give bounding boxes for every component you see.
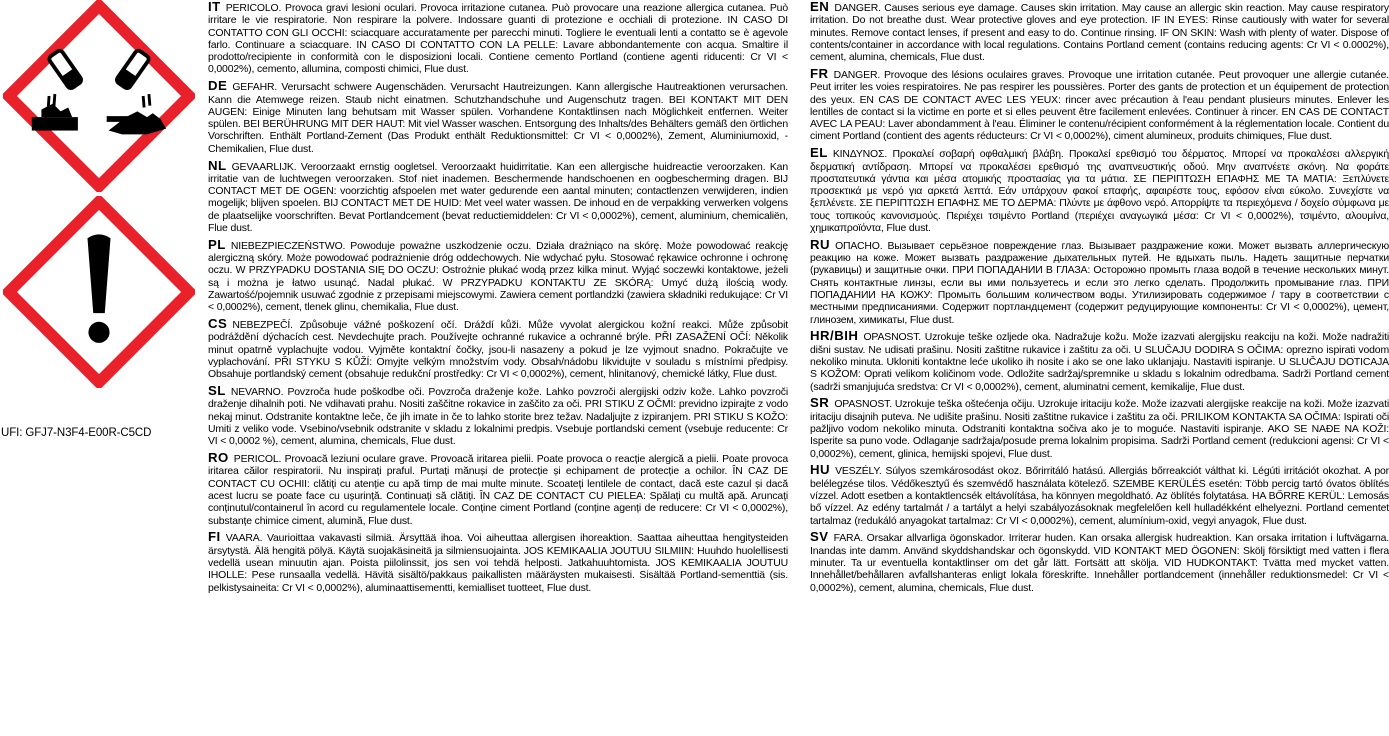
statement-block-fr bbox=[810, 65, 1389, 144]
ufi-code: UFI: GFJ7-N3F4-E00R-C5CD bbox=[1, 427, 152, 439]
language-code: FR bbox=[810, 65, 829, 81]
statement-text: NEVARNO. Povzroča hude poškodbe oči. Povzroča draženje kože. Lahko povzroči alergijski odziv kože. Lahko povzroči draženje dihalnih poti. Ne vdihavati prahu. Nositi zaščitne rokavice in zaščito za oči. PRI STIKU Z OČMI: previdno izpirajte z vodo nekaj minut. Odstranite kontaktne leče, če jih imate in če to lahko storite brez težav. Nadaljujte z izpiranjem. PRI STIKU S KOŽO: Umiti z veliko vode. Vsebino/vsebnik odstranite v skladu z lokalnimi predpis. Vsebuje portlandski cement (vsebuje reducente: Cr VI < 0,0002 %), cement, alumina, chemicals, Flue dust. bbox=[208, 387, 788, 448]
text-column-right bbox=[810, 1, 1389, 598]
statement-text: DANGER. Provoque des lésions oculaires graves. Provoque une irritation cutanée. Peut provoquer une allergie cutanée. Peut irriter les voies respiratoires. Ne pas respirer les poussières. Porter des gants de protection et un équipement de protection des yeux. EN CAS DE CONTACT AVEC LES YEUX: rincer avec précaution à l'eau pendant plusieurs minutes. Enlever les lentilles de contact si la victime en porte et si elles peuvent être facilement enlevées. Continuer à rincer. EN CAS DE CONTACT AVEC LA PEAU: Laver abondamment à l'eau. Éliminer le contenu/récipient conformément à la réglementation locale. Contient du ciment Portland (contient des agents réducteurs: Cr VI < 0,0002%), ciment alumineux, produits chimiques, Flue dust. bbox=[810, 69, 1389, 143]
language-code: EL bbox=[810, 145, 828, 161]
statement-block-sv bbox=[810, 531, 1389, 594]
statement-block-el bbox=[810, 147, 1389, 235]
statement-block-ru bbox=[810, 236, 1389, 327]
statement-text: FARA. Orsakar allvarliga ögonskador. Irriterar huden. Kan orsaka allergisk hudreaktion. Kan orsaka irritation i luftvägarna. Inandas inte damm. Använd skyddshandskar och ögonskydd. VID KONTAKT MED ÖGONEN: Skölj försiktigt med vatten i flera minuter. Ta ur eventuella kontaktlinser om det går lätt. Fortsätt att skölja. VID HUDKONTAKT: Tvätta med mycket vatten. Innehållet/behållaren avfallshanteras enligt lokala föreskrifte. Innehåller portlandcement (innehåller reduktionsmedel: Cr VI < 0,0002%), cement, alumina, chemicals, Flue dust. bbox=[810, 533, 1389, 594]
statement-block-hu bbox=[810, 464, 1389, 527]
statement-text: VAARA. Vaurioittaa vakavasti silmiä. Ärsyttää ihoa. Voi aiheuttaa allergisen ihoreaktion. Saattaa aiheuttaa hengitysteiden ärsytystä. Älä hengitä pölyä. Käytä suojakäsineitä ja silmiensuojainta. JOS KEMIKAALIA JOUTUU SILMIIN: Huuhdo huolellisesti vedellä usean minuutin ajan. Poista piilolinssit, jos sen voi tehdä helposti. Jatkahuuhtomista. JOS KEMIKAALIA JOUTUU IHOLLE: Pese runsaalla vedellä. Hävitä sisältö/pakkaus paikallisten määräysten mukaisesti. Sisältää Portland-sementtiä (sis. pelkistysaineita: Cr VI < 0,0002%), aluminaattisementti, kemialliset tuotteet, Flue dust. bbox=[208, 533, 788, 594]
statement-block-sl bbox=[208, 385, 788, 448]
language-code: DE bbox=[208, 78, 228, 94]
statement-block-nl bbox=[208, 157, 788, 236]
language-code: HU bbox=[810, 462, 831, 478]
language-code: PL bbox=[208, 236, 226, 252]
language-code: SL bbox=[208, 383, 226, 399]
statement-block-it bbox=[208, 1, 788, 77]
statement-block-hr-bih bbox=[810, 330, 1389, 393]
statement-text: OPASNOST. Uzrokuje teška oštećenja očiju. Uzrokuje iritaciju kože. Može izazvati alergijske reakcije na koži. Može izazvati iritaciju disajnih puteva. Ne udišite prašinu. Nositi zaštitne rukavice i zaštitu za oči. PRILIKOM KONTAKTA SA OČIMA: Ispirati oči pažljivo vodom nekoliko minuta. Odstraniti kontaktna sočiva ako je to moguće. Nastaviti ispiranje. AKO SE NAĐE NA KOŽI: Isperite sa puno vode. Odlaganje sadržaja/posude prema lokalnim propisima. Sadrži Portland cement (redukcioni agensi: Cr VI < 0,0002%), cement, glinica, hemijski spojevi, Flue dust. bbox=[810, 399, 1389, 460]
statement-text: OPASNOST. Uzrokuje teške ozljede oka. Nadražuje kožu. Može izazvati alergijsku reakciju na koži. Može nadražiti dišni sustav. Ne udisati prašinu. Nositi zaštitne rukavice i zaštitu za oči. U SLUČAJU DODIRA S OČIMA: oprezno ispirati vodom nekoliko minuta. Ukloniti kontaktne leće ukoliko ih nosite i ako se one lako uklanjaju. Nastaviti ispiranje. U SLUČAJU DOTICAJA S KOŽOM: Oprati velikom količinom vode. Odložite sadržaj/spremnike u skladu s lokalnim odredbama. Sadrži Portland cement (sadrži smanjujuća sredstva: Cr VI < 0,0002%), cement, aluminatni cement, kemikalije, Flue dust. bbox=[810, 332, 1389, 393]
language-code: RU bbox=[810, 236, 831, 252]
statement-text: DANGER. Causes serious eye damage. Causes skin irritation. May cause an allergic skin reaction. May cause respiratory irritation. Do not breathe dust. Wear protective gloves and eye protection. IF IN EYES: Rinse cautiously with water for several minutes. Remove contact lenses, if present and easy to do. Continue rinsing. IF ON SKIN: Wash with plenty of water. Dispose of contents/container in accordance with local regulations. Contains Portland cement (contains reducing agents: Cr VI < 0.0002%), cement, alumina, chemicals, Flue dust. bbox=[810, 3, 1389, 64]
statement-text: ΚΙΝΔΥΝΟΣ. Προκαλεί σοβαρή οφθαλμική βλάβη. Προκαλεί ερεθισμό του δέρματος. Μπορεί να προκαλέσει αλλεργική δερματική αντίδραση. Μπορεί να προκαλέσει ερεθισμό της αναπνευστικής οδού. Μην αναπνέετε σκόνη. Να φοράτε προστατευτικά γάντια και μέσα ατομικής προστασίας για τα μάτια. ΣΕ ΠΕΡΙΠΤΩΣΗ ΕΠΑΦΗΣ ΜΕ ΤΑ ΜΑΤΙΑ: Ξεπλύνετε προσεκτικά με νερό για αρκετά λεπτά. Εάν υπάρχουν φακοί επαφής, αφαιρέστε τους, εφόσον είναι εύκολο. Συνεχίστε να ξεπλένετε. ΣΕ ΠΕΡΙΠΤΩΣΗ ΕΠΑΦΗΣ ΜΕ ΤΟ ΔΕΡΜΑ: Πλύντε με άφθονο νερό. Απορρίψτε τα περιεχόμενα / δοχείο σύμφωνα με τους τοπικούς κανονισμούς. Περιέχει τσιμέντο Portland (περιέχει αναγωγικά μέσα: Cr VI < 0,0002%), τσιμέντο, αλουμίνα, χημικαπροϊόντα, Flue dust. bbox=[810, 149, 1389, 235]
statement-text: GEVAARLIJK. Veroorzaakt ernstig oogletsel. Veroorzaakt huidirritatie. Kan een allergische huidreactie veroorzaken. Kan irritatie van de luchtwegen veroorzaken. Stof niet inademen. Beschermende handschoenen en oogbescherming dragen. BIJ CONTACT MET DE OGEN: voorzichtig afspoelen met water gedurende een aantal minuten; contactlenzen verwijderen, indien mogelijk; blijven spoelen. BIJ CONTACT MET DE HUID: Met veel water wassen. De inhoud en de verpakking verwerken volgens de plaatselijke voorschriften. Bevat Portlandcement (bevat reductiemiddelen: Cr VI < 0,0002%), cement, aluminium, chemicaliën, Flue dust. bbox=[208, 161, 788, 235]
statement-text: PERICOL. Provoacă leziuni oculare grave. Provoacă iritarea pielii. Poate provoca o reacție alergică a pielii. Poate provoca iritarea căilor respiratorii. Nu inspirați praful. Purtați mănuși de protecție și echipament de protecție a ochilor. ÎN CAZ DE CONTACT CU OCHII: clătiți cu atenție cu apă timp de mai multe minute. Scoateți lentilele de contact, dacă este cazul și dacă acest lucru se poate face cu ușurință. Continuați să clătiți. ÎN CAZ DE CONTACT CU PIELEA: Spălați cu multă apă. Aruncați conținutul/containerul în acord cu regulamentele locale. Conține ciment Portland (conține agenți de reducere: Cr VI < 0,0002%), substanțe chimice ciment, alumină, Flue dust. bbox=[208, 454, 788, 527]
statement-block-en bbox=[810, 1, 1389, 64]
text-column-middle bbox=[208, 1, 788, 598]
language-code: NL bbox=[208, 157, 227, 173]
statement-block-de bbox=[208, 80, 788, 156]
language-code: IT bbox=[208, 0, 221, 14]
language-code: SR bbox=[810, 395, 830, 411]
language-code: FI bbox=[208, 529, 221, 545]
statement-block-ro bbox=[208, 452, 788, 528]
statement-text: GEFAHR. Verursacht schwere Augenschäden. Verursacht Hautreizungen. Kann allergische Hautreaktionen verursachen. Kann die Atemwege reizen. Staub nicht einatmen. Schutzhandschuhe und Augenschutz tragen. BEI KONTAKT MIT DEN AUGEN: Einige Minuten lang behutsam mit Wasser spülen. Vorhandene Kontaktlinsen nach Möglichkeit entfernen. Weiter spülen. BEI BERÜHRUNG MIT DER HAUT: Mit viel Wasser waschen. Entsorgung des Inhalts/des Behälters gemäß den örtlichen Vorschriften. Enthält Portland-Zement (Das Produkt enthält Reduktionsmittel: Cr VI < 0,0002%), Zement, Aluminiumoxid, -Chemikalien, Flue dust. bbox=[208, 82, 788, 155]
statement-block-sr bbox=[810, 397, 1389, 460]
statement-text: PERICOLO. Provoca gravi lesioni oculari. Provoca irritazione cutanea. Può provocare una reazione allergica cutanea. Può irritare le vie respiratorie. Non respirare la polvere. Indossare guanti di protezione e occhiali di protezione. IN CASO DI CONTATTO CON GLI OCCHI: sciacquare accuratamente per parecchi minuti. Togliere le eventuali lenti a contatto se è agevole farlo. Continuare a sciacquare. IN CASO DI CONTATTO CON LA PELLE: Lavare abbondantemente con acqua. Smaltire il prodotto/recipiente in conformità con le disposizioni locali. Contiene cemento Portland (contiene agenti riducenti: Cr VI < 0,0002%), cemento, allumina, composti chimici, Flue dust. bbox=[208, 3, 788, 76]
statement-block-fi bbox=[208, 531, 788, 594]
language-code: HR/BIH bbox=[810, 328, 859, 344]
statement-text: NIEBEZPIECZEŃSTWO. Powoduje poważne uszkodzenie oczu. Działa drażniąco na skórę. Może powodować reakcję alergiczną skóry. Może powodować podrażnienie dróg oddechowych. Nie wdychać pyłu. Stosować rękawice ochronne i ochronę oczu. W PRZYPADKU DOSTANIA SIĘ DO OCZU: Ostrożnie płukać wodą przez kilka minut. Wyjąć soczewki kontaktowe, jeżeli są i można je łatwo usunąć. Nadal płukać. W PRZYPADKU KONTAKTU ZE SKÓRĄ: Umyć dużą ilością wody. Zawartość/pojemnik usuwać zgodnie z przepisami miejscowymi. Zawiera cement portlandzki (zawiera składniki redukujące: Cr VI < 0,0002%), cement, tlenek glinu, chemikalia, Flue dust. bbox=[208, 240, 788, 314]
statement-block-pl bbox=[208, 236, 788, 315]
language-code: CS bbox=[208, 316, 228, 332]
statement-text: VESZÉLY. Súlyos szemkárosodást okoz. Bőrirritáló hatású. Allergiás bőrreakciót válthat ki. Légúti irritációt okozhat. A por belélegzése tilos. Védőkesztyű és szemvédő használata kötelező. SZEMBE KERÜLÉS esetén: Több percig tartó óvatos öblítés vízzel. Adott esetben a kontaktlencsék eltávolítása, ha könnyen megoldható. Az öblítés folytatása. HA BŐRRE KERÜL: Lemosás bő vízzel. Az edény tartalmát / a tartályt a helyi szabályozásoknak megfelelően kell hulladékként elhelyezni. Portland cementet tartalmaz (redukáló anyagokat tartalmaz: Cr VI < 0,0002%), cement, alumínium-oxid, vegyi anyagok, Flue dust. bbox=[810, 466, 1389, 527]
statement-block-cs bbox=[208, 318, 788, 381]
statement-text: ОПАСНО. Вызывает серьёзное повреждение глаз. Вызывает раздражение кожи. Может вызвать аллергическую реакцию на коже. Может вызвать раздражение дыхательных путей. Не вдыхать пыль. Надеть защитные перчатки (рукавицы) и защитные очки. ПРИ ПОПАДАНИИ В ГЛАЗА: Осторожно промыть глаза водой в течение нескольких минут. Снять контактные линзы, если вы ими пользуетесь и если это легко сделать. Продолжить промывание глаз. ПРИ ПОПАДАНИИ НА КОЖУ: Промыть большим количеством воды. Утилизировать содержимое / тару в соответствии с местными предписаниями. Содержит портландцемент (содержит редуцирующие компоненты: Cr VI < 0,0002%), цемент, глинозем, химикаты, Flue dust. bbox=[810, 240, 1389, 326]
language-code: SV bbox=[810, 529, 829, 545]
corrosion-icon bbox=[3, 0, 195, 192]
statement-text: NEBEZPEČÍ. Způsobuje vážné poškození očí. Dráždí kůži. Může vyvolat alergickou kožní reakci. Může způsobit podráždění dýchacích cest. Nevdechujte prach. Používejte ochranné rukavice a ochranné brýle. PŘI ZASAŽENÍ OČÍ: Několik minut opatrně vyplachujte vodou. Vyjměte kontaktní čočky, jsou-li nasazeny a pokud je lze vyjmout snadno. Pokračujte ve vyplachování. PŘI STYKU S KŮŽÍ: Omyjte velkým množstvím vody. Obsah/nádobu likvidujte v souladu s místními předpisy. Obsahuje portlandský cement (obsahuje redukční prostředky: Cr VI < 0,0002%), cement, hlinitanový, chemické látky, Flue dust. bbox=[208, 320, 788, 381]
pictogram-column bbox=[0, 0, 198, 736]
language-code: EN bbox=[810, 0, 830, 14]
exclamation-mark-icon bbox=[3, 196, 195, 388]
language-code: RO bbox=[208, 450, 229, 466]
